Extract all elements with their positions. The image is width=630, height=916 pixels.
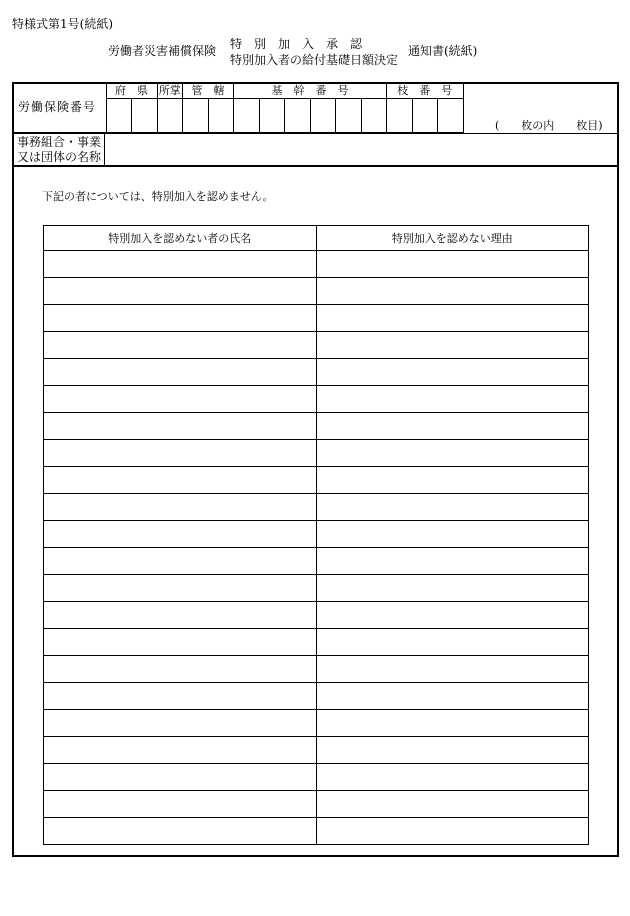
insurance-number-label: 労働保険番号 [18, 100, 97, 114]
name-cell[interactable] [44, 818, 317, 845]
table-row [44, 494, 589, 521]
digit-cell[interactable] [336, 99, 362, 133]
name-cell[interactable] [44, 521, 317, 548]
digit-cell[interactable] [438, 99, 464, 133]
reason-cell[interactable] [316, 440, 589, 467]
reason-cell[interactable] [316, 467, 589, 494]
column-header-reason: 特別加入を認めない理由 [316, 226, 589, 251]
reason-cell[interactable] [316, 251, 589, 278]
reason-cell[interactable] [316, 602, 589, 629]
table-row [44, 305, 589, 332]
reason-cell[interactable] [316, 737, 589, 764]
title-line2: 特別加入者の給付基礎日額決定 [230, 53, 399, 67]
organization-label-line1: 事務組合・事業 [17, 135, 102, 149]
reason-cell[interactable] [316, 629, 589, 656]
table-row [44, 386, 589, 413]
table-row [44, 251, 589, 278]
title-suffix: 通知書(続紙) [408, 44, 478, 58]
reason-cell[interactable] [316, 818, 589, 845]
name-cell[interactable] [44, 548, 317, 575]
digit-cell[interactable] [387, 99, 413, 133]
name-cell[interactable] [44, 737, 317, 764]
name-cell[interactable] [44, 440, 317, 467]
name-cell[interactable] [44, 494, 317, 521]
digit-cell[interactable] [106, 99, 132, 133]
name-cell[interactable] [44, 710, 317, 737]
digit-cell[interactable] [412, 99, 438, 133]
name-cell[interactable] [44, 278, 317, 305]
name-cell[interactable] [44, 575, 317, 602]
reason-cell[interactable] [316, 683, 589, 710]
column-header-name: 特別加入を認めない者の氏名 [44, 226, 317, 251]
notice-text: 下記の者については、特別加入を認めません。 [42, 190, 274, 203]
digit-cell[interactable] [361, 99, 387, 133]
table-row [44, 710, 589, 737]
reason-cell[interactable] [316, 710, 589, 737]
name-cell[interactable] [44, 683, 317, 710]
table-row [44, 764, 589, 791]
reason-cell[interactable] [316, 305, 589, 332]
digit-cell[interactable] [183, 99, 209, 133]
name-cell[interactable] [44, 413, 317, 440]
digit-cell[interactable] [157, 99, 183, 133]
reason-cell[interactable] [316, 359, 589, 386]
organization-label-line2: 又は団体の名称 [17, 150, 102, 164]
reason-cell[interactable] [316, 656, 589, 683]
divider [12, 165, 619, 167]
name-cell[interactable] [44, 386, 317, 413]
table-row [44, 602, 589, 629]
rejection-list-table [43, 225, 589, 845]
table-row [44, 278, 589, 305]
table-row [44, 683, 589, 710]
reason-cell[interactable] [316, 791, 589, 818]
digit-cell[interactable] [208, 99, 234, 133]
reason-cell[interactable] [316, 413, 589, 440]
name-cell[interactable] [44, 791, 317, 818]
table-row [44, 332, 589, 359]
digit-cell[interactable] [259, 99, 285, 133]
digit-cell[interactable] [234, 99, 260, 133]
digit-cell[interactable] [310, 99, 336, 133]
name-cell[interactable] [44, 602, 317, 629]
digit-cell[interactable] [285, 99, 311, 133]
sheet-count: ( 枚の内 枚目) [495, 119, 603, 132]
digit-cell[interactable] [132, 99, 158, 133]
name-cell[interactable] [44, 629, 317, 656]
name-cell[interactable] [44, 764, 317, 791]
header-jurisdiction-type: 所掌 [158, 83, 181, 97]
divider [104, 133, 105, 166]
reason-cell[interactable] [316, 521, 589, 548]
name-cell[interactable] [44, 332, 317, 359]
table-row [44, 575, 589, 602]
table-row [44, 548, 589, 575]
form-id: 特様式第1号(続紙) [12, 17, 113, 31]
table-row [44, 791, 589, 818]
name-cell[interactable] [44, 467, 317, 494]
name-cell[interactable] [44, 359, 317, 386]
table-row [44, 359, 589, 386]
header-prefecture: 府 県 [106, 83, 157, 99]
table-row [44, 818, 589, 845]
reason-cell[interactable] [316, 278, 589, 305]
reason-cell[interactable] [316, 386, 589, 413]
header-office: 管 轄 [183, 83, 234, 99]
reason-cell[interactable] [316, 494, 589, 521]
table-row [44, 521, 589, 548]
name-cell[interactable] [44, 251, 317, 278]
table-row [44, 656, 589, 683]
header-base-number: 基 幹 番 号 [234, 83, 387, 99]
reason-cell[interactable] [316, 548, 589, 575]
table-row [44, 440, 589, 467]
header-branch-number: 枝 番 号 [387, 83, 464, 99]
table-row [44, 413, 589, 440]
title-prefix: 労働者災害補償保険 [108, 44, 217, 58]
table-row [44, 629, 589, 656]
name-cell[interactable] [44, 305, 317, 332]
name-cell[interactable] [44, 656, 317, 683]
table-row [44, 737, 589, 764]
reason-cell[interactable] [316, 332, 589, 359]
reason-cell[interactable] [316, 575, 589, 602]
reason-cell[interactable] [316, 764, 589, 791]
title-line1: 特 別 加 入 承 認 [230, 37, 363, 51]
table-row [44, 467, 589, 494]
